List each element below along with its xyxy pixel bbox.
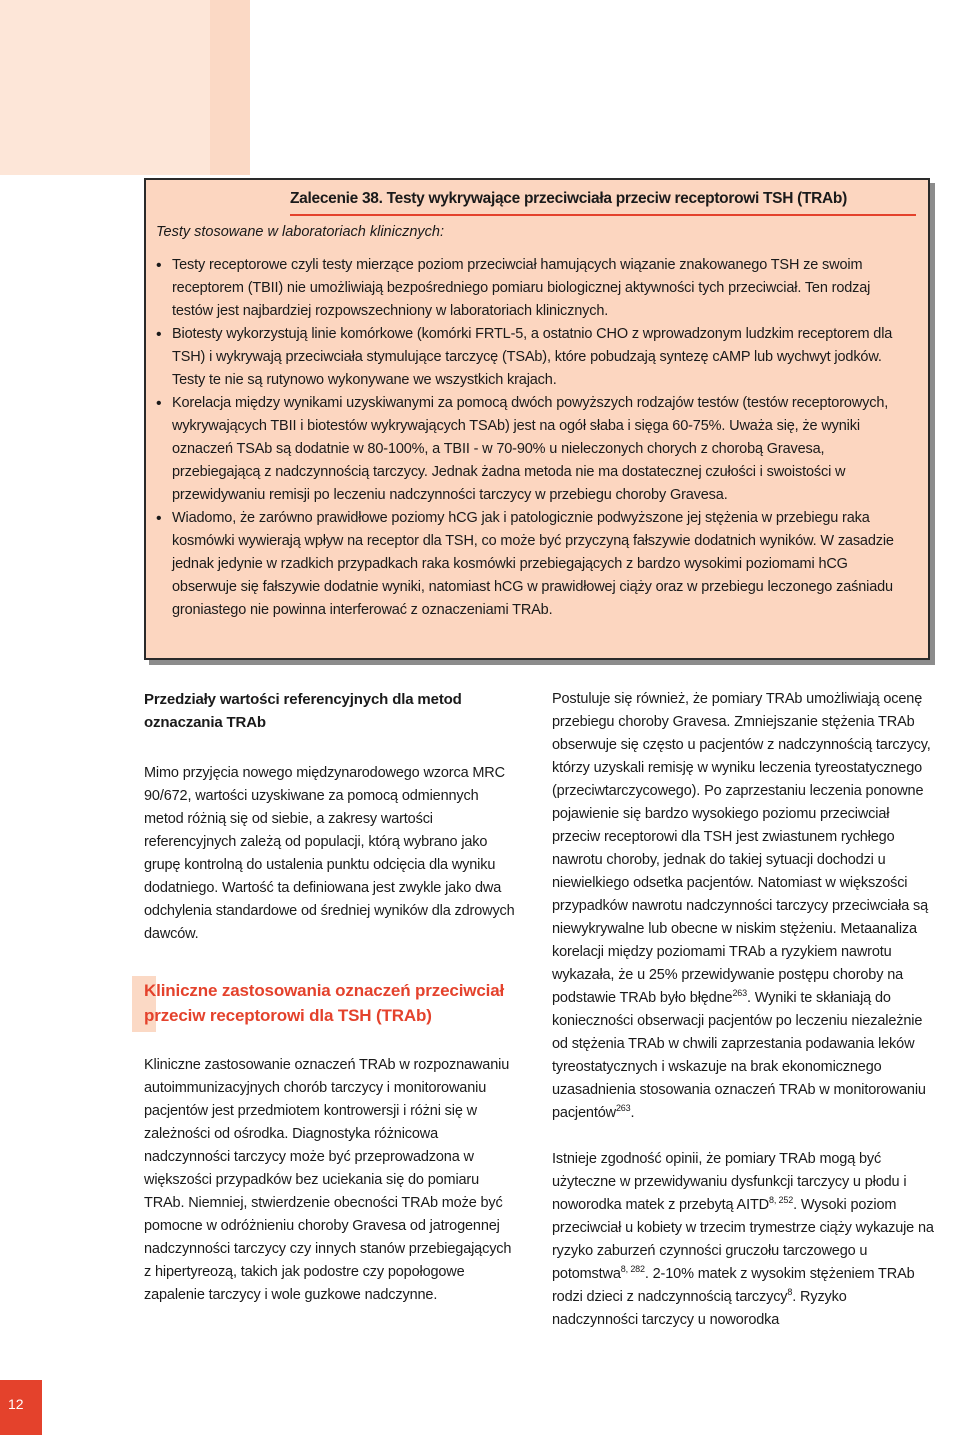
recommendation-subtitle: Testy stosowane w laboratoriach klinicznych:	[156, 224, 444, 240]
reference-ranges-paragraph: Mimo przyjęcia nowego międzynarodowego wzorca MRC 90/672, wartości uzyskiwane za pomocą odmiennych metod różnią się od siebie, a zakresy wartości referencyjnych zależą od populacji, którą wybrano jako grupę kontrolną do ustalenia punktu odcięcia dla wyniku dodatniego. Wartość ta definiowana jest zwykle jako dwa odchylenia standardowe od średniej wyników dla zdrowych dawców.	[144, 765, 515, 942]
list-item: • Biotesty wykorzystują linie komórkowe (komórki FRTL-5, a ostatnio CHO z wprowadzonym ludzkim receptorem dla TSH) i wykrywają przeciwciała stymulujące tarczycę (TSAb), które pobudzają syntezę cAMP lub wychwyt jodków. Testy te nie są rutynowo wykonywane we wszystkich krajach.	[156, 323, 912, 392]
text-span: Istnieje zgodność opinii, że pomiary TRAb mogą być użyteczne w przewidywaniu dysfunkcji tarczycy u płodu i noworodka matek z przebytą AITD	[552, 1151, 907, 1213]
recommendation-box	[144, 178, 930, 660]
right-column	[552, 688, 936, 1332]
clinical-use-paragraph: Kliniczne zastosowanie oznaczeń TRAb w rozpoznawaniu autoimmunizacyjnych chorób tarczycy i monitorowaniu pacjentów jest przedmiotem kontrowersji i różni się w zależności od ośrodka. Diagnostyka różnicowa nadczynności tarczycy może być przeprowadzona w większości przypadków bez uciekania się do pomiaru TRAb. Niemniej, stwierdzenie obecności TRAb może być pomocne w odróżnieniu choroby Gravesa od jatrogennej nadczynności tarczycy czy innych stanów przebiegających z hipertyreozą, takich jak podostre czy popołogowe zapalenie tarczycy i wole guzkowe nadczynne.	[144, 1057, 512, 1303]
spacer	[552, 1125, 936, 1148]
text-span: . Wyniki te skłaniają do konieczności obserwacji pacjentów po leczeniu niezależnie od stężenia TRAb w chwili zaprzestania podawania leków tyreostatycznych i wskazuje na brak ekonomicznego uzasadnienia stosowania oznaczeń TRAb w monitorowaniu pacjentów	[552, 990, 926, 1121]
reference-ranges-heading: Przedziały wartości referencyjnych dla metod oznaczania TRAb	[144, 691, 462, 731]
text-span: Postuluje się również, że pomiary TRAb umożliwiają ocenę przebiegu choroby Gravesa. Zmniejszanie stężenia TRAb obserwuje się często u pacjentów z nadczynnością tarczycy, którzy uzyskali remisję w wyniku leczenia tyreostatycznego (przeciwtarczycowego). Po zaprzestaniu leczenia ponowne pojawienie się bardzo wysokiego poziomu przeciwciał przeciw receptorowi dla TSH jest zwiastunem rychłego nawrotu choroby, jednak do takiej sytuacji dochodzi u niewielkiego odsetka pacjentów. Natomiast w większości przypadków nawrotu nadczynności tarczycy przeciwciała są niewykrywalne lub obecne w niskim stężeniu. Metaanaliza korelacji między poziomami TRAb a ryzykiem nawrotu wykazała, że u 25% przewidywanie postępu choroby na podstawie TRAb było błędne	[552, 691, 931, 1006]
recommendation-title: Zalecenie 38. Testy wykrywające przeciwciała przeciw receptorowi TSH (TRAb)	[290, 190, 847, 207]
clinical-use-heading: Kliniczne zastosowania oznaczeń przeciwciał przeciw receptorowi dla TSH (TRAb)	[144, 981, 505, 1025]
text-span: . Wysoki poziom przeciwciał u kobiety w trzecim trymestrze ciąży wykazuje na ryzyko zaburzeń czynności gruczołu tarczowego u potomstwa	[552, 1197, 934, 1282]
citation: 263	[732, 988, 748, 998]
recommendation-list	[156, 254, 912, 622]
citation: 263	[615, 1103, 631, 1113]
text-span: . 2-10% matek z wysokim stężeniem TRAb rodzi dzieci z nadczynnością tarczycy	[552, 1266, 915, 1305]
text-span: .	[630, 1105, 635, 1121]
page-number-tab	[0, 1380, 42, 1435]
title-rule	[290, 214, 916, 216]
citation: 8, 252	[768, 1195, 794, 1205]
left-column	[144, 688, 516, 1307]
list-item: • Testy receptorowe czyli testy mierzące poziom przeciwciał hamujących wiązanie znakowanego TSH ze swoim receptorem (TBII) nie umożliwiają bezpośredniego pomiaru biologicznej aktywności tych przeciwciał. Ten rodzaj testów jest najbardziej rozpowszechniony w laboratoriach klinicznych.	[156, 254, 912, 323]
citation: 8, 282	[620, 1264, 645, 1274]
page-number: 12	[8, 1396, 24, 1412]
text-span: . Ryzyko nadczynności tarczycy u noworodka	[552, 1289, 847, 1328]
list-item: • Korelacja między wynikami uzyskiwanymi za pomocą dwóch powyższych rodzajów testów (testów receptorowych, wykrywających TBII i biotestów wykrywających TSAb) jest na ogół słaba i sięga 60-75%. Uważa się, że wyniki oznaczeń TSAb są dodatnie w 80-100%, a TBII - w 70-90% u nieleczonych chorych z chorobą Gravesa, przebiegającą z nadczynnością tarczycy. Jednak żadna metoda nie ma dostatecznej czułości i swoistości w przewidywaniu remisji po leczeniu nadczynności tarczycy w przebiegu choroby Gravesa.	[156, 392, 912, 507]
citation: 8	[787, 1287, 793, 1297]
section-heading-block	[144, 978, 516, 1028]
monitoring-paragraph	[552, 688, 936, 1125]
decorative-band-accent	[210, 0, 250, 175]
list-item: • Wiadomo, że zarówno prawidłowe poziomy hCG jak i patologicznie podwyższone jej stężenia w przebiegu raka kosmówki wywierają wpływ na receptor dla TSH, co może być przyczyną fałszywie dodatnich wyników. W zasadzie jednak jedynie w rzadkich przypadkach raka kosmówki przebiegających z bardzo wysokimi poziomami hCG obserwuje się fałszywie dodatnie wyniki, natomiast hCG w prawidłowej ciąży oraz w przebiegu leczonego zaśniadu groniastego nie powinna interferować z oznaczeniami TRAb.	[156, 507, 912, 622]
pregnancy-paragraph	[552, 1148, 936, 1332]
